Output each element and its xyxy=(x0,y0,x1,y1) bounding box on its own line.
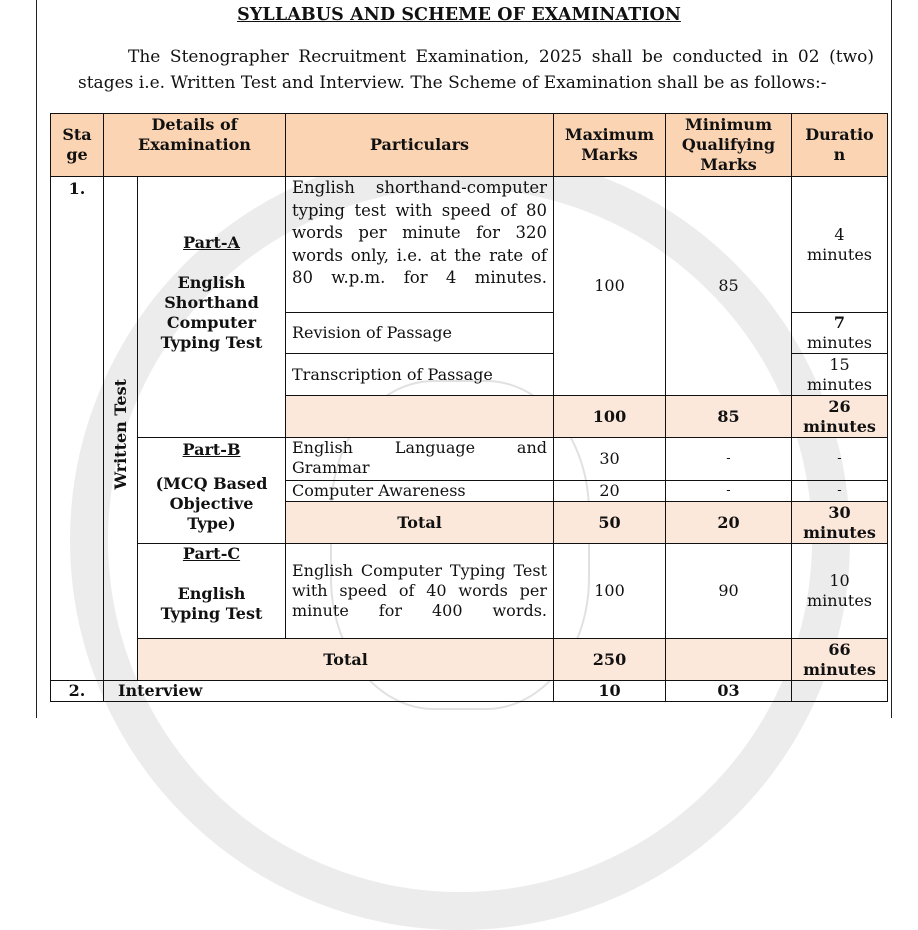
header-particulars: Particulars xyxy=(285,113,554,177)
header-details-label: Details of Examination xyxy=(138,115,251,154)
written-test-label: Written Test xyxy=(110,379,130,490)
part-a-row-2-duration xyxy=(791,312,888,354)
part-c-max: 100 xyxy=(553,543,666,639)
part-a-subtotal-particular xyxy=(285,395,554,438)
document-title: SYLLABUS AND SCHEME OF EXAMINATION xyxy=(237,5,681,25)
part-a-row-1-duration xyxy=(791,176,888,313)
duration-unit: minutes xyxy=(803,659,876,679)
part-a-row-2-particular: Revision of Passage xyxy=(285,312,554,354)
part-b-row-2-particular: Computer Awareness xyxy=(285,480,554,502)
header-duration-label: Duratio n xyxy=(805,125,874,164)
part-b-row-1-duration: - xyxy=(791,437,888,481)
part-b-total-duration xyxy=(791,501,888,544)
stage-2-number: 2. xyxy=(50,680,104,702)
part-a-max-marks: 100 xyxy=(553,176,666,396)
duration-num: 4 xyxy=(834,224,845,244)
intro-line-2: stages i.e. Written Test and Interview. The Scheme of Examination shall be as follows:- xyxy=(78,73,827,93)
duration-unit: minutes xyxy=(806,244,872,264)
part-a-stack xyxy=(152,233,272,353)
stage-2-duration xyxy=(791,680,888,702)
part-c-title: Part-C xyxy=(182,544,241,563)
duration-num: 26 xyxy=(828,396,851,416)
part-b-details xyxy=(137,437,286,544)
duration-num: 66 xyxy=(828,639,851,659)
intro-line-1: The Stenographer Recruitment Examination, 2025 shall be conducted in 02 (two) xyxy=(128,47,874,67)
part-b-stack xyxy=(152,440,272,534)
part-b-row-1-min: - xyxy=(665,437,792,481)
part-c-text: English Computer Typing Test with speed of 40 words per minute for 400 words. xyxy=(292,561,547,620)
stage-2-label: Interview xyxy=(103,680,554,702)
header-max-marks-label: Maximum Marks xyxy=(564,125,655,164)
duration-unit: minutes xyxy=(806,591,872,610)
header-duration xyxy=(791,113,888,177)
stage-2-max: 10 xyxy=(553,680,666,702)
part-c-min: 90 xyxy=(665,543,792,639)
grand-total-min xyxy=(665,638,792,681)
stage-1-number: 1. xyxy=(50,176,104,681)
part-a-details xyxy=(137,176,286,438)
part-b-total-label: Total xyxy=(285,501,554,544)
grand-total-max: 250 xyxy=(553,638,666,681)
duration-num: 7 xyxy=(833,313,846,332)
written-test-group xyxy=(103,176,138,681)
intro-paragraph xyxy=(78,44,874,96)
part-b-row-2-min: - xyxy=(665,480,792,502)
part-c-particular xyxy=(285,543,554,639)
duration-num: 15 xyxy=(829,354,850,374)
part-a-title: Part-A xyxy=(183,233,240,252)
duration-num: 30 xyxy=(828,502,851,522)
part-c-name: English Typing Test xyxy=(160,584,263,623)
duration-unit: minutes xyxy=(803,416,876,436)
part-a-row-3-particular: Transcription of Passage xyxy=(285,353,554,396)
part-c-stack xyxy=(152,544,272,624)
part-b-row-2-duration: - xyxy=(791,480,888,502)
part-b-total-max: 50 xyxy=(553,501,666,544)
part-b-title: Part-B xyxy=(182,440,241,459)
part-b-total-min: 20 xyxy=(665,501,792,544)
duration-unit: minutes xyxy=(806,333,872,352)
part-a-row-1-text: English shorthand-computer typing test with speed of 80 words per minute for 320 words only, i.e. at the rate of 80 w.p.m. for 4 minutes. xyxy=(292,178,547,287)
grand-total-duration xyxy=(791,638,888,681)
part-b-row-1-text: English Language and Grammar xyxy=(292,438,547,477)
part-c-duration xyxy=(791,543,888,639)
part-b-row-1-particular xyxy=(285,437,554,481)
part-b-row-2-max: 20 xyxy=(553,480,666,502)
part-a-subtotal-min: 85 xyxy=(665,395,792,438)
grand-total-label: Total xyxy=(137,638,554,681)
header-min-marks-label: Minimum Qualifying Marks xyxy=(681,115,776,174)
part-a-subtotal-duration xyxy=(791,395,888,438)
header-stage-label: Sta ge xyxy=(62,125,92,164)
duration-unit: minutes xyxy=(806,374,872,394)
part-c-details xyxy=(137,543,286,639)
header-max-marks xyxy=(553,113,666,177)
part-a-name: English Shorthand Computer Typing Test xyxy=(160,273,263,352)
part-a-min-marks: 85 xyxy=(665,176,792,396)
header-details xyxy=(103,113,286,177)
part-a-row-1-particular xyxy=(285,176,554,313)
part-b-name: (MCQ Based Objective Type) xyxy=(155,474,268,533)
header-min-marks xyxy=(665,113,792,177)
stage-2-min: 03 xyxy=(665,680,792,702)
header-stage xyxy=(50,113,104,177)
part-b-row-1-max: 30 xyxy=(553,437,666,481)
duration-num: 10 xyxy=(829,571,850,590)
part-a-row-3-duration xyxy=(791,353,888,396)
part-a-subtotal-max: 100 xyxy=(553,395,666,438)
duration-unit: minutes xyxy=(803,522,876,542)
